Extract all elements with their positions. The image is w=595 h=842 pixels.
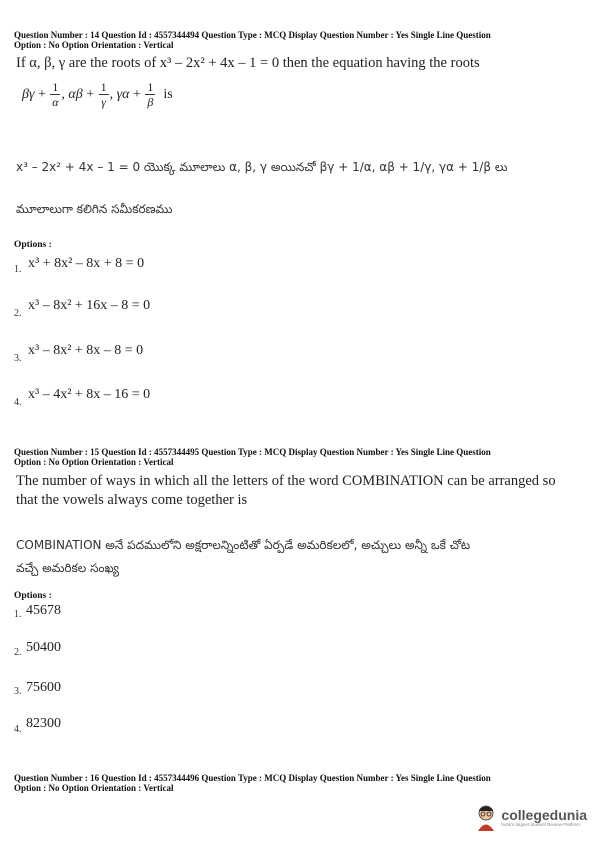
option-number: 1.: [14, 609, 22, 620]
q14-question-te-line1: x³ – 2x² + 4x – 1 = 0 యొక్క మూలాలు α, β, γ అయినచో βγ + 1/α, αβ + 1/γ, γα + 1/β లు: [16, 160, 508, 174]
q15-question-te-line2: వచ్చే అమరికల సంఖ్య: [16, 561, 120, 575]
q15-meta: [14, 447, 584, 467]
brand-tagline: India's largest Student Review Platform: [501, 822, 580, 828]
q16-meta-line1: Question Number : 16 Question Id : 4557344496 Question Type : MCQ Display Question Number : Yes Single Line Question: [14, 773, 491, 783]
option-text: x³ – 8x² + 16x – 8 = 0: [28, 298, 151, 313]
q14-question-te: [16, 160, 586, 177]
q14-question-en-prefix: If α, β, γ are the roots of x³ – 2x² + 4x – 1 = 0 then the equation having the roots: [16, 55, 480, 71]
option-text: 50400: [26, 640, 61, 655]
option-number: 4.: [14, 397, 22, 408]
option-text: x³ – 8x² + 8x – 8 = 0: [28, 343, 144, 358]
q14-meta-line1: Question Number : 14 Question Id : 4557344494 Question Type : MCQ Display Question Number : Yes Single Line Question: [14, 30, 491, 40]
option-number: 1.: [14, 264, 22, 275]
collegedunia-logo: [474, 804, 587, 832]
option-text: 82300: [26, 716, 61, 731]
q15-question-en: [16, 472, 586, 510]
brand-name: collegedunia: [501, 807, 587, 824]
q15-meta-line2: Option : No Option Orientation : Vertical: [14, 457, 174, 467]
q16-meta: [14, 773, 584, 793]
mascot-icon: [474, 804, 498, 832]
option-text: 45678: [26, 603, 61, 618]
q15-question-te-line1: COMBINATION అనే పదములోని అక్షరాలన్నింటితో ఏర్పడే అమరికలలో, అచ్చులు అన్నీ ఒకే చోట: [16, 538, 471, 552]
option-number: 2.: [14, 308, 22, 319]
option-number: 3.: [14, 353, 22, 364]
option-number: 2.: [14, 647, 22, 658]
q14-question-en: [16, 54, 586, 73]
option-number: 4.: [14, 724, 22, 735]
q14-roots-expression: βγ + $\frac{1}{\alpha}$ , αβ + $\frac{1}{\gamma}$ , γα + $\frac{1}{\beta}$ is: [22, 80, 173, 109]
q15-question-te: [16, 538, 586, 578]
q14-meta-line2: Option : No Option Orientation : Vertical: [14, 40, 174, 50]
q15-question-en-line1: The number of ways in which all the letters of the word COMBINATION can be arranged so: [16, 473, 556, 489]
q16-meta-line2: Option : No Option Orientation : Vertical: [14, 783, 174, 793]
option-text: x³ + 8x² – 8x + 8 = 0: [28, 256, 145, 271]
q14-options-label: Options :: [14, 240, 52, 250]
option-number: 3.: [14, 686, 22, 697]
q15-question-en-line2: that the vowels always come together is: [16, 492, 248, 508]
q14-meta: [14, 30, 584, 50]
q14-question-te-line2: మూలాలుగా కలిగిన సమీకరణము: [16, 202, 173, 216]
option-text: x³ – 4x² + 8x – 16 = 0: [28, 387, 151, 402]
q15-meta-line1: Question Number : 15 Question Id : 4557344495 Question Type : MCQ Display Question Number : Yes Single Line Question: [14, 447, 491, 457]
q14-question-te-2: [16, 202, 172, 219]
q15-options-label: Options :: [14, 591, 52, 601]
option-text: 75600: [26, 680, 61, 695]
